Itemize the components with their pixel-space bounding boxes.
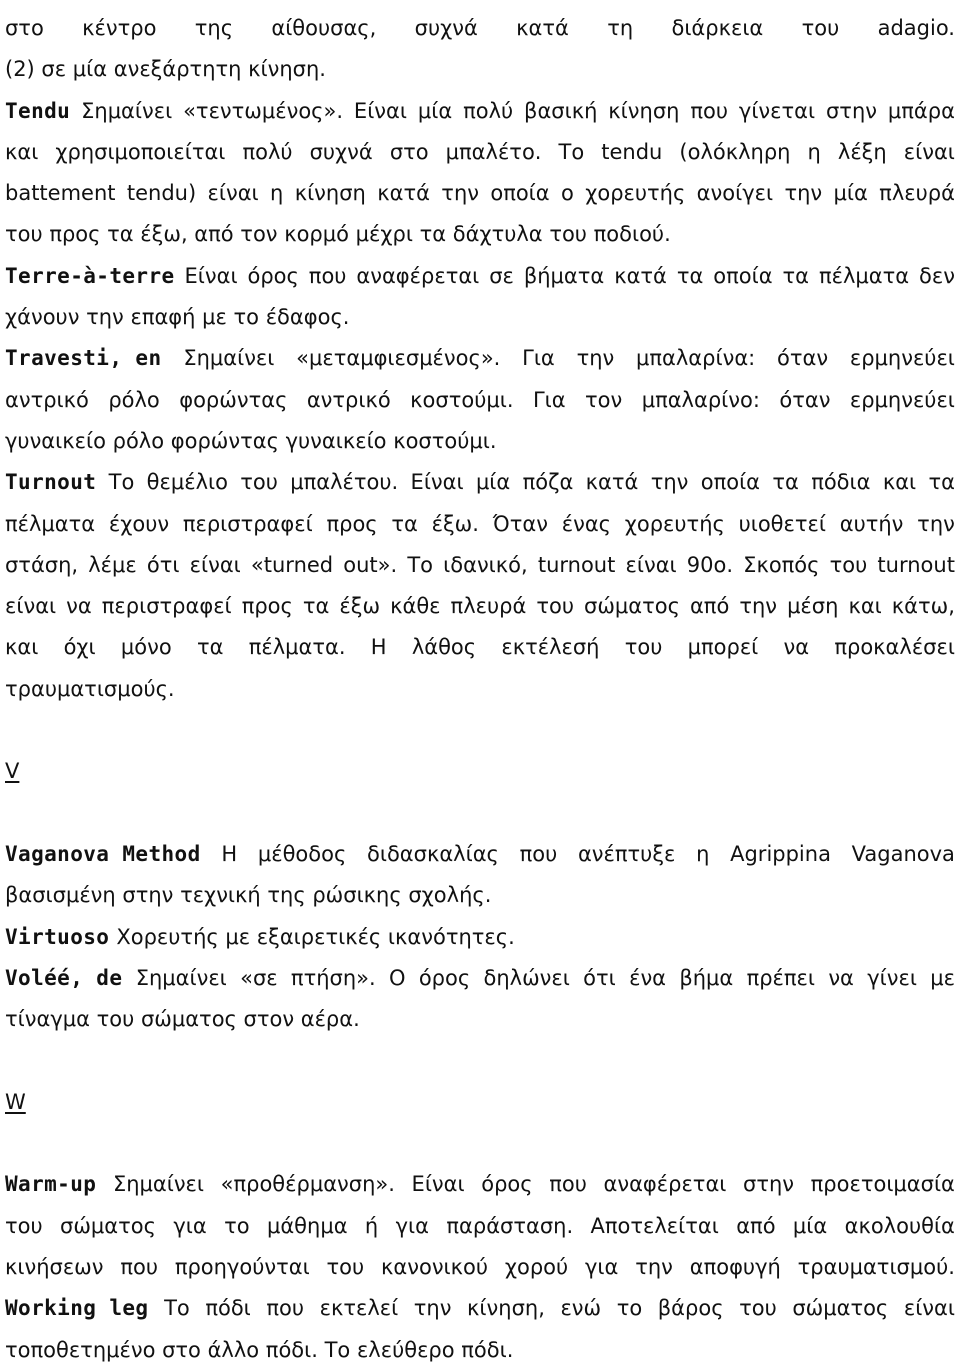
text-line: (2) σε μία ανεξάρτητη κίνηση.	[5, 57, 326, 82]
glossary-entry-travesti: Travesti, en Σημαίνει «μεταμφιεσμένος». Για την μπαλαρίνα: όταν ερμηνεύει	[5, 338, 955, 379]
text-line: και όχι μόνο τα πέλματα. Η λάθος εκτέλεσή του μπορεί να προκαλέσει	[5, 635, 955, 660]
spacer	[5, 710, 955, 751]
spacer	[5, 1040, 955, 1081]
spacer	[5, 793, 955, 834]
glossary-entry-volee: Voléé, de Σημαίνει «σε πτήση». Ο όρος δηλώνει ότι ένα βήμα πρέπει να γίνει με	[5, 958, 955, 999]
text-line: βασισμένη στην τεχνική της ρώσικης σχολής.	[5, 883, 492, 908]
text-line: battement tendu) είναι η κίνηση κατά την οποία ο χορευτής ανοίγει την μία πλευρά	[5, 181, 955, 206]
glossary-term: Warm-up	[5, 1172, 97, 1197]
glossary-entry-terre-a-terre: Terre-à-terre Είναι όρος που αναφέρεται σε βήματα κατά τα οποία τα πέλματα δεν	[5, 256, 955, 297]
glossary-entry-working-leg: Working leg Το πόδι που εκτελεί την κίνηση, ενώ το βάρος του σώματος είναι	[5, 1288, 955, 1329]
glossary-entry-vaganova-method: Vaganova Method Η μέθοδος διδασκαλίας που ανέπτυξε η Agrippina Vaganova	[5, 834, 955, 875]
glossary-term: Travesti, en	[5, 346, 162, 371]
text-line: αντρικό ρόλο φορώντας αντρικό κοστούμι. Για τον μπαλαρίνο: όταν ερμηνεύει	[5, 387, 955, 412]
text-line: του σώματος για το μάθημα ή για παράσταση. Αποτελείται από μία ακολουθία	[5, 1213, 955, 1238]
text-line: τίναγμα του σώματος στον αέρα.	[5, 1007, 360, 1032]
glossary-term: Working leg	[5, 1296, 149, 1321]
text-line: τοποθετημένο στο άλλο πόδι. Το ελεύθερο πόδι.	[5, 1337, 514, 1362]
text-line: γυναικείο ρόλο φορώντας γυναικείο κοστούμι.	[5, 428, 497, 453]
text-line: πέλματα έχουν περιστραφεί προς τα έξω. Όταν ένας χορευτής υιοθετεί αυτήν την	[5, 511, 955, 536]
text-line: και χρησιμοποιείται πολύ συχνά στο μπαλέτο. Το tendu (ολόκληρη η λέξη είναι	[5, 139, 955, 164]
glossary-term: Tendu	[5, 98, 71, 123]
glossary-entry-tendu: Tendu Σημαίνει «τεντωμένος». Είναι μία πολύ βασική κίνηση που γίνεται στην μπάρα	[5, 91, 955, 132]
spacer	[5, 1123, 955, 1164]
section-letter-v: V	[5, 759, 20, 784]
glossary-page	[5, 8, 955, 1371]
text-line: κινήσεων που προηγούνται του κανονικού χορού για την αποφυγή τραυματισμού.	[5, 1254, 955, 1279]
text-line: χάνουν την επαφή με το έδαφος.	[5, 305, 350, 330]
glossary-term: Virtuoso	[5, 924, 110, 949]
glossary-term: Terre-à-terre	[5, 263, 175, 288]
glossary-entry-turnout: Turnout Το θεμέλιο του μπαλέτου. Είναι μία πόζα κατά την οποία τα πόδια και τα	[5, 462, 955, 503]
text-line: είναι να περιστραφεί προς τα έξω κάθε πλευρά του σώματος από την μέση και κάτω,	[5, 594, 955, 619]
text-line: στο κέντρο της αίθουσας, συχνά κατά τη διάρκεια του adagio.	[5, 16, 955, 40]
glossary-term: Vaganova Method	[5, 841, 201, 866]
section-letter-w: W	[5, 1089, 26, 1114]
text-line: στάση, λέμε ότι είναι «turned out». Το ιδανικό, turnout είναι 90ο. Σκοπός του turnout	[5, 552, 955, 577]
glossary-term: Turnout	[5, 470, 97, 495]
glossary-term: Voléé, de	[5, 965, 123, 990]
definition-text: Χορευτής με εξαιρετικές ικανότητες.	[116, 924, 515, 949]
text-line: του προς τα έξω, από τον κορμό μέχρι τα δάχτυλα του ποδιού.	[5, 222, 671, 247]
glossary-entry-warm-up: Warm-up Σημαίνει «προθέρμανση». Είναι όρος που αναφέρεται στην προετοιμασία	[5, 1164, 955, 1205]
text-line: τραυματισμούς.	[5, 676, 175, 701]
glossary-entry-virtuoso	[5, 917, 955, 958]
